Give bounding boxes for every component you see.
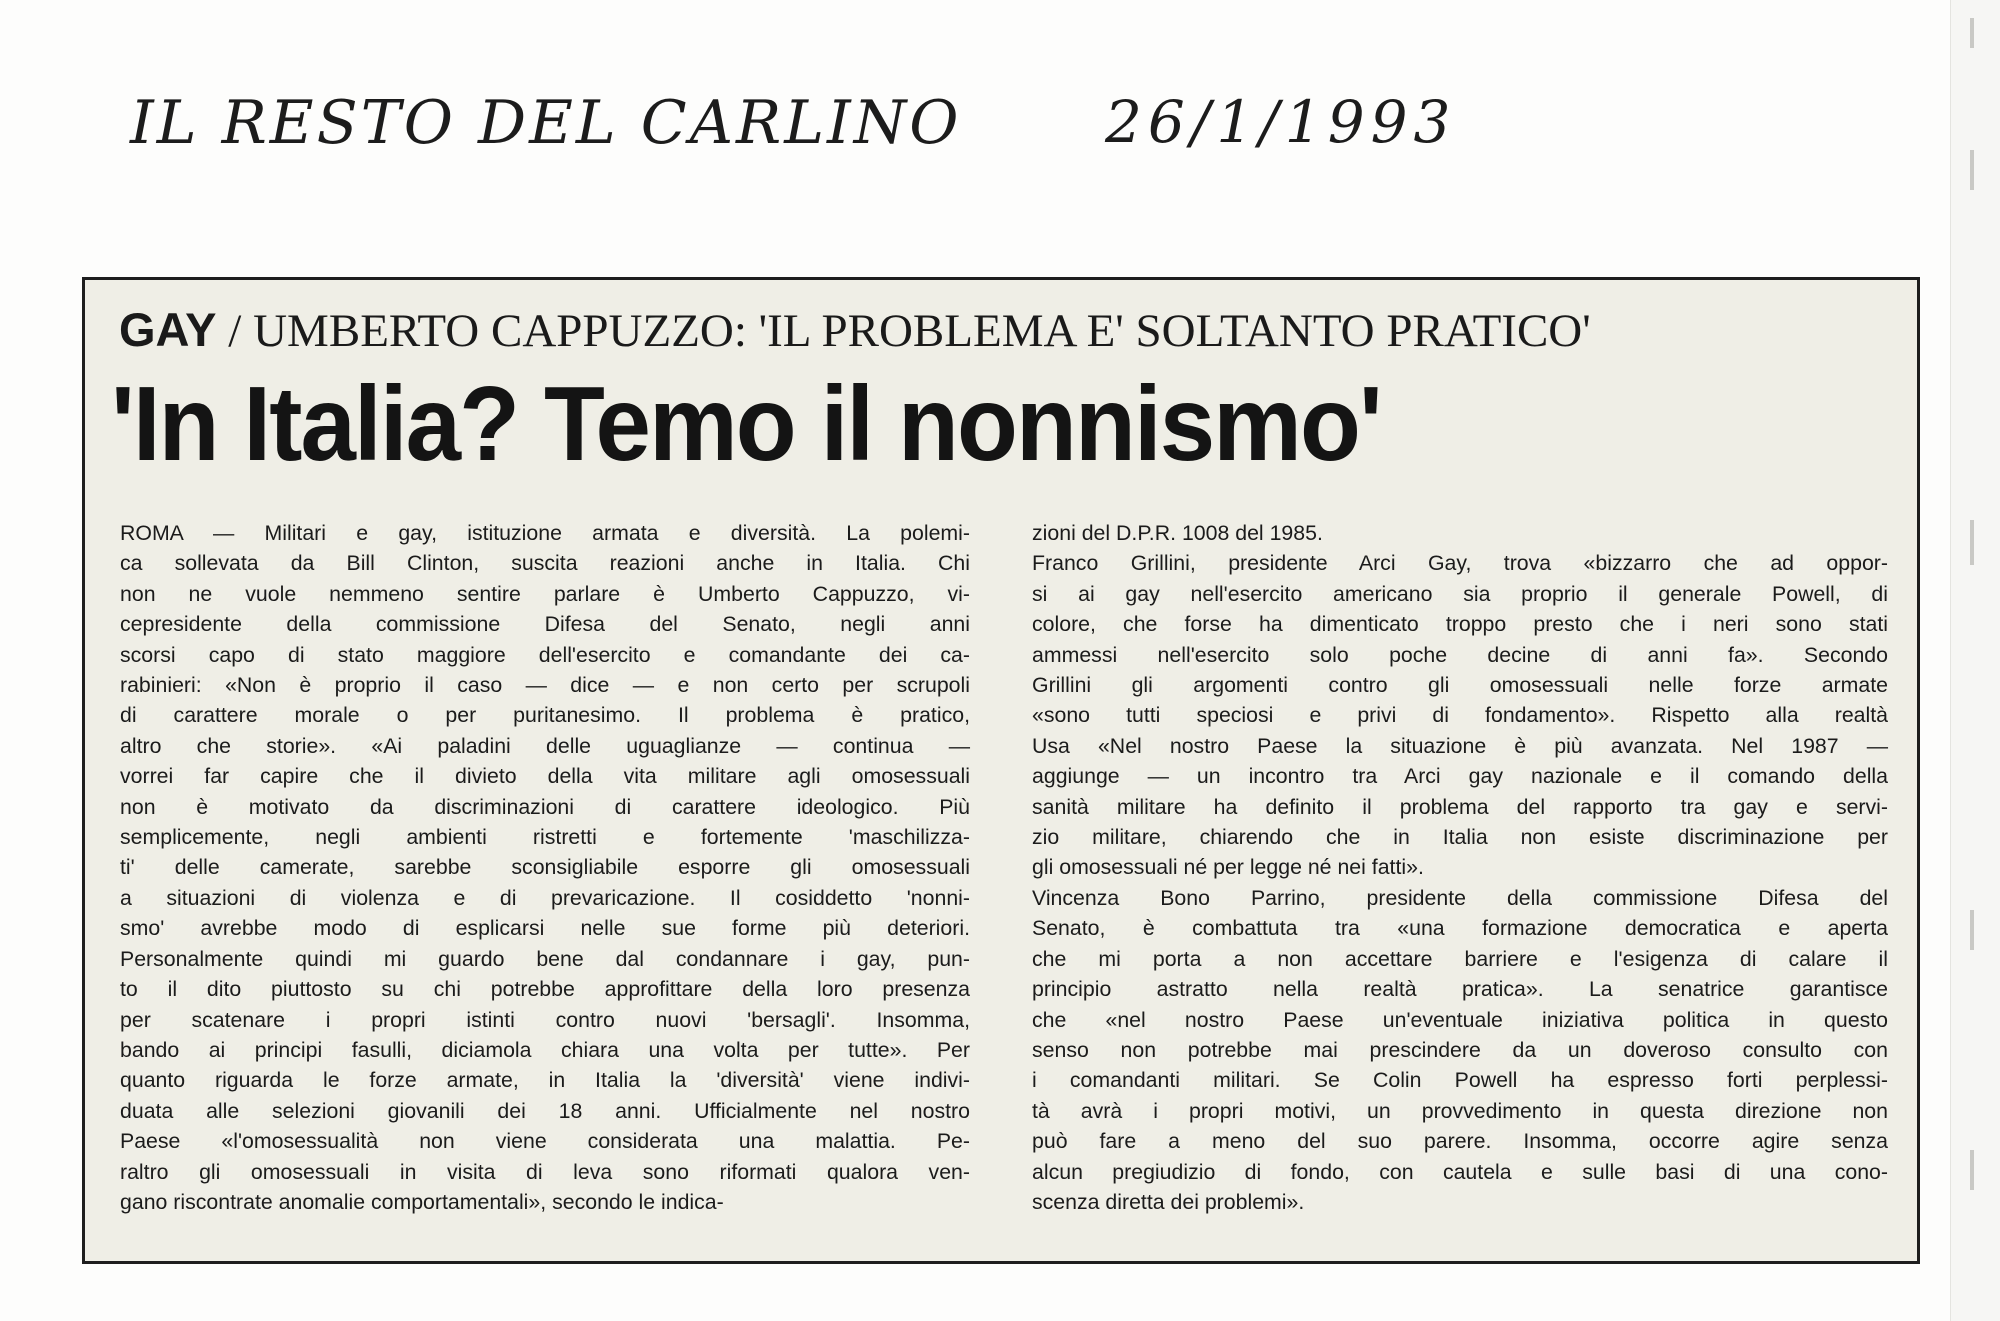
headline: 'In Italia? Temo il nonnismo' <box>111 365 1381 483</box>
text-line: che mi porta a non accettare barriere e l'esigenza di calare il <box>1032 946 1888 971</box>
text-line: scorsi capo di stato maggiore dell'esercito e comandante dei ca- <box>120 642 970 667</box>
kicker-text: UMBERTO CAPPUZZO: 'IL PROBLEMA E' SOLTANTO PRATICO' <box>253 305 1591 357</box>
text-line: per scatenare i propri istinti contro nuovi 'bersagli'. Insomma, <box>120 1007 970 1032</box>
text-line: Senato, è combattuta tra «una formazione democratica e aperta <box>1032 916 1888 941</box>
right-column <box>1032 518 1888 1217</box>
newspaper-clipping <box>82 277 1920 1264</box>
text-line: che «nel nostro Paese un'eventuale iniziativa politica in questo <box>1032 1007 1888 1032</box>
text-line: rabinieri: «Non è proprio il caso — dice — e non certo per scrupoli <box>120 673 970 698</box>
text-line: i comandanti militari. Se Colin Powell ha espresso forti perplessi- <box>1032 1068 1888 1093</box>
text-line: non ne vuole nemmeno sentire parlare è Umberto Cappuzzo, vi- <box>120 581 970 606</box>
edge-mark <box>1970 1150 1974 1190</box>
text-line: ROMA — Militari e gay, istituzione armata e diversità. La polemi- <box>120 521 970 545</box>
text-line: principio astratto nella realtà pratica». La senatrice garantisce <box>1032 977 1888 1002</box>
text-line: ti' delle camerate, sarebbe sconsigliabile esporre gli omosessuali <box>120 855 970 880</box>
text-line: gano riscontrate anomalie comportamentali», secondo le indica- <box>120 1189 724 1214</box>
text-line: Franco Grillini, presidente Arci Gay, trova «bizzarro che ad oppor- <box>1032 551 1888 576</box>
text-line: senso non potrebbe mai prescindere da un doveroso consulto con <box>1032 1037 1888 1062</box>
handwritten-date: 26/1/1993 <box>1105 88 1457 156</box>
text-line: a situazioni di violenza e di prevaricazione. Il cosiddetto 'nonni- <box>120 885 970 910</box>
text-line: duata alle selezioni giovanili dei 18 anni. Ufficialmente nel nostro <box>120 1098 970 1123</box>
text-line: gli omosessuali né per legge né nei fatti». <box>1032 855 1424 880</box>
text-line: tà avrà i propri motivi, un provvedimento in questa direzione non <box>1032 1098 1888 1123</box>
text-line: Usa «Nel nostro Paese la situazione è più avanzata. Nel 1987 — <box>1032 733 1888 758</box>
kicker-tag: GAY <box>119 303 217 356</box>
edge-mark <box>1970 18 1974 48</box>
text-line: scenza diretta dei problemi». <box>1032 1189 1305 1214</box>
text-line: ammessi nell'esercito solo poche decine di anni fa». Secondo <box>1032 642 1888 667</box>
text-line: smo' avrebbe modo di esplicarsi nelle sue forme più deteriori. <box>120 916 970 941</box>
text-line: sanità militare ha definito il problema del rapporto tra gay e servi- <box>1032 794 1888 819</box>
text-line: cepresidente della commissione Difesa del Senato, negli anni <box>120 612 970 637</box>
text-line: «sono tutti speciosi e privi di fondamento». Rispetto alla realtà <box>1032 703 1888 728</box>
text-line: Grillini gli argomenti contro gli omosessuali nelle forze armate <box>1032 673 1888 698</box>
text-line: si ai gay nell'esercito americano sia proprio il generale Powell, di <box>1032 581 1888 606</box>
text-line: vorrei far capire che il divieto della vita militare agli omosessuali <box>120 764 970 789</box>
text-line: aggiunge — un incontro tra Arci gay nazionale e il comando della <box>1032 764 1888 789</box>
text-line: non è motivato da discriminazioni di carattere ideologico. Più <box>120 794 970 819</box>
scan-edge-strip <box>1950 0 2000 1321</box>
text-line: Personalmente quindi mi guardo bene dal condannare i gay, pun- <box>120 946 970 971</box>
handwritten-newspaper-name: IL RESTO DEL CARLINO <box>130 88 962 158</box>
text-line: to il dito piuttosto su chi potrebbe approfittare della loro presenza <box>120 977 970 1002</box>
edge-mark <box>1970 910 1974 950</box>
text-line: zioni del D.P.R. 1008 del 1985. <box>1032 521 1323 545</box>
text-line: altro che storie». «Ai paladini delle uguaglianze — continua — <box>120 733 970 758</box>
text-line: bando ai principi fasulli, diciamola chiara una volta per tutte». Per <box>120 1037 970 1062</box>
text-line: di carattere morale o per puritanesimo. Il problema è pratico, <box>120 703 970 728</box>
text-line: Paese «l'omosessualità non viene considerata una malattia. Pe- <box>120 1129 970 1154</box>
text-line: alcun pregiudizio di fondo, con cautela e sulle basi di una cono- <box>1032 1159 1888 1184</box>
text-line: Vincenza Bono Parrino, presidente della commissione Difesa del <box>1032 885 1888 910</box>
text-line: zio militare, chiarendo che in Italia non esiste discriminazione per <box>1032 825 1888 850</box>
text-line: raltro gli omosessuali in visita di leva sono riformati qualora ven- <box>120 1159 970 1184</box>
text-line: può fare a meno del suo parere. Insomma, occorre agire senza <box>1032 1129 1888 1154</box>
text-line: ca sollevata da Bill Clinton, suscita reazioni anche in Italia. Chi <box>120 551 970 576</box>
text-line: semplicemente, negli ambienti ristretti e fortemente 'maschilizza- <box>120 825 970 850</box>
edge-mark <box>1970 150 1974 190</box>
kicker-separator: / <box>216 305 254 357</box>
kicker-line <box>119 302 1591 358</box>
text-line: quanto riguarda le forze armate, in Italia la 'diversità' viene indivi- <box>120 1068 970 1093</box>
text-line: colore, che forse ha dimenticato troppo presto che i neri sono stati <box>1032 612 1888 637</box>
left-column <box>120 518 970 1217</box>
edge-mark <box>1970 520 1974 565</box>
